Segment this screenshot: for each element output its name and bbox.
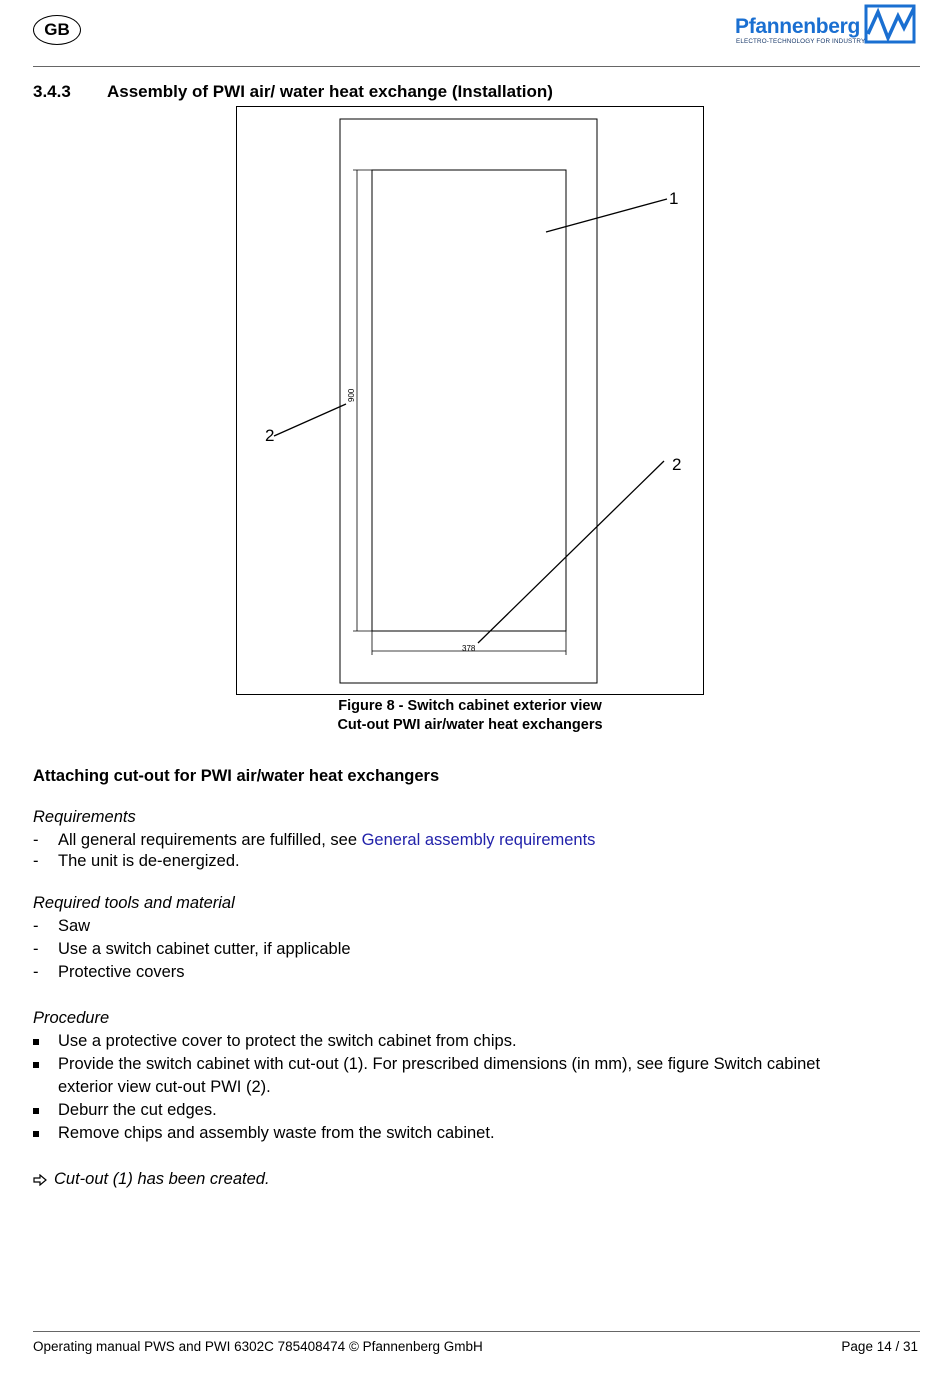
bullet-icon xyxy=(33,1108,39,1114)
bullet-icon xyxy=(33,1062,39,1068)
bullet-icon xyxy=(33,1039,39,1045)
section-number: 3.4.3 xyxy=(33,82,71,101)
brand-name: Pfannenberg xyxy=(735,15,861,38)
pfannenberg-logo-icon xyxy=(864,4,916,44)
figure-frame xyxy=(237,107,704,695)
requirement-text: The unit is de-energized. xyxy=(58,852,240,870)
callout-leader-2a xyxy=(274,404,346,436)
callout-label-2b: 2 xyxy=(672,455,682,474)
language-badge: GB xyxy=(33,15,81,45)
subheading: Attaching cut-out for PWI air/water heat exchangers xyxy=(33,767,440,785)
callout-leader-1 xyxy=(546,199,667,232)
requirements-heading: Requirements xyxy=(33,808,136,826)
result-text: Cut-out (1) has been created. xyxy=(54,1170,270,1188)
tools-heading: Required tools and material xyxy=(33,894,235,912)
callout-label-1: 1 xyxy=(669,189,679,208)
callout-label-2a: 2 xyxy=(265,426,275,445)
height-dimension-label: 900 xyxy=(347,388,356,402)
brand-tagline: ELECTRO-TECHNOLOGY FOR INDUSTRY xyxy=(736,38,866,45)
requirement-text: All general requirements are fulfilled, see xyxy=(58,831,362,849)
procedure-heading: Procedure xyxy=(33,1009,110,1027)
figure-caption-line1: Figure 8 - Switch cabinet exterior view xyxy=(338,698,602,714)
footer-document-info: Operating manual PWS and PWI 6302C 785408474 © Pfannenberg GmbH xyxy=(33,1339,483,1354)
figure-caption-line2: Cut-out PWI air/water heat exchangers xyxy=(337,717,603,733)
bullet-icon xyxy=(33,1131,39,1137)
general-assembly-requirements-link[interactable]: General assembly requirements xyxy=(361,831,596,849)
footer-divider xyxy=(33,1331,920,1332)
result-arrow-icon xyxy=(33,1174,47,1186)
section-title: Assembly of PWI air/ water heat exchange (Installation) xyxy=(107,82,553,101)
width-dimension-label: 378 xyxy=(462,644,476,653)
cutout-diagram xyxy=(236,106,704,695)
cutout-outline xyxy=(372,170,566,631)
footer-page-number: Page 14 / 31 xyxy=(841,1339,918,1354)
header-divider xyxy=(33,66,920,67)
callout-leader-2b xyxy=(478,461,664,643)
cabinet-door-outline xyxy=(340,119,597,683)
